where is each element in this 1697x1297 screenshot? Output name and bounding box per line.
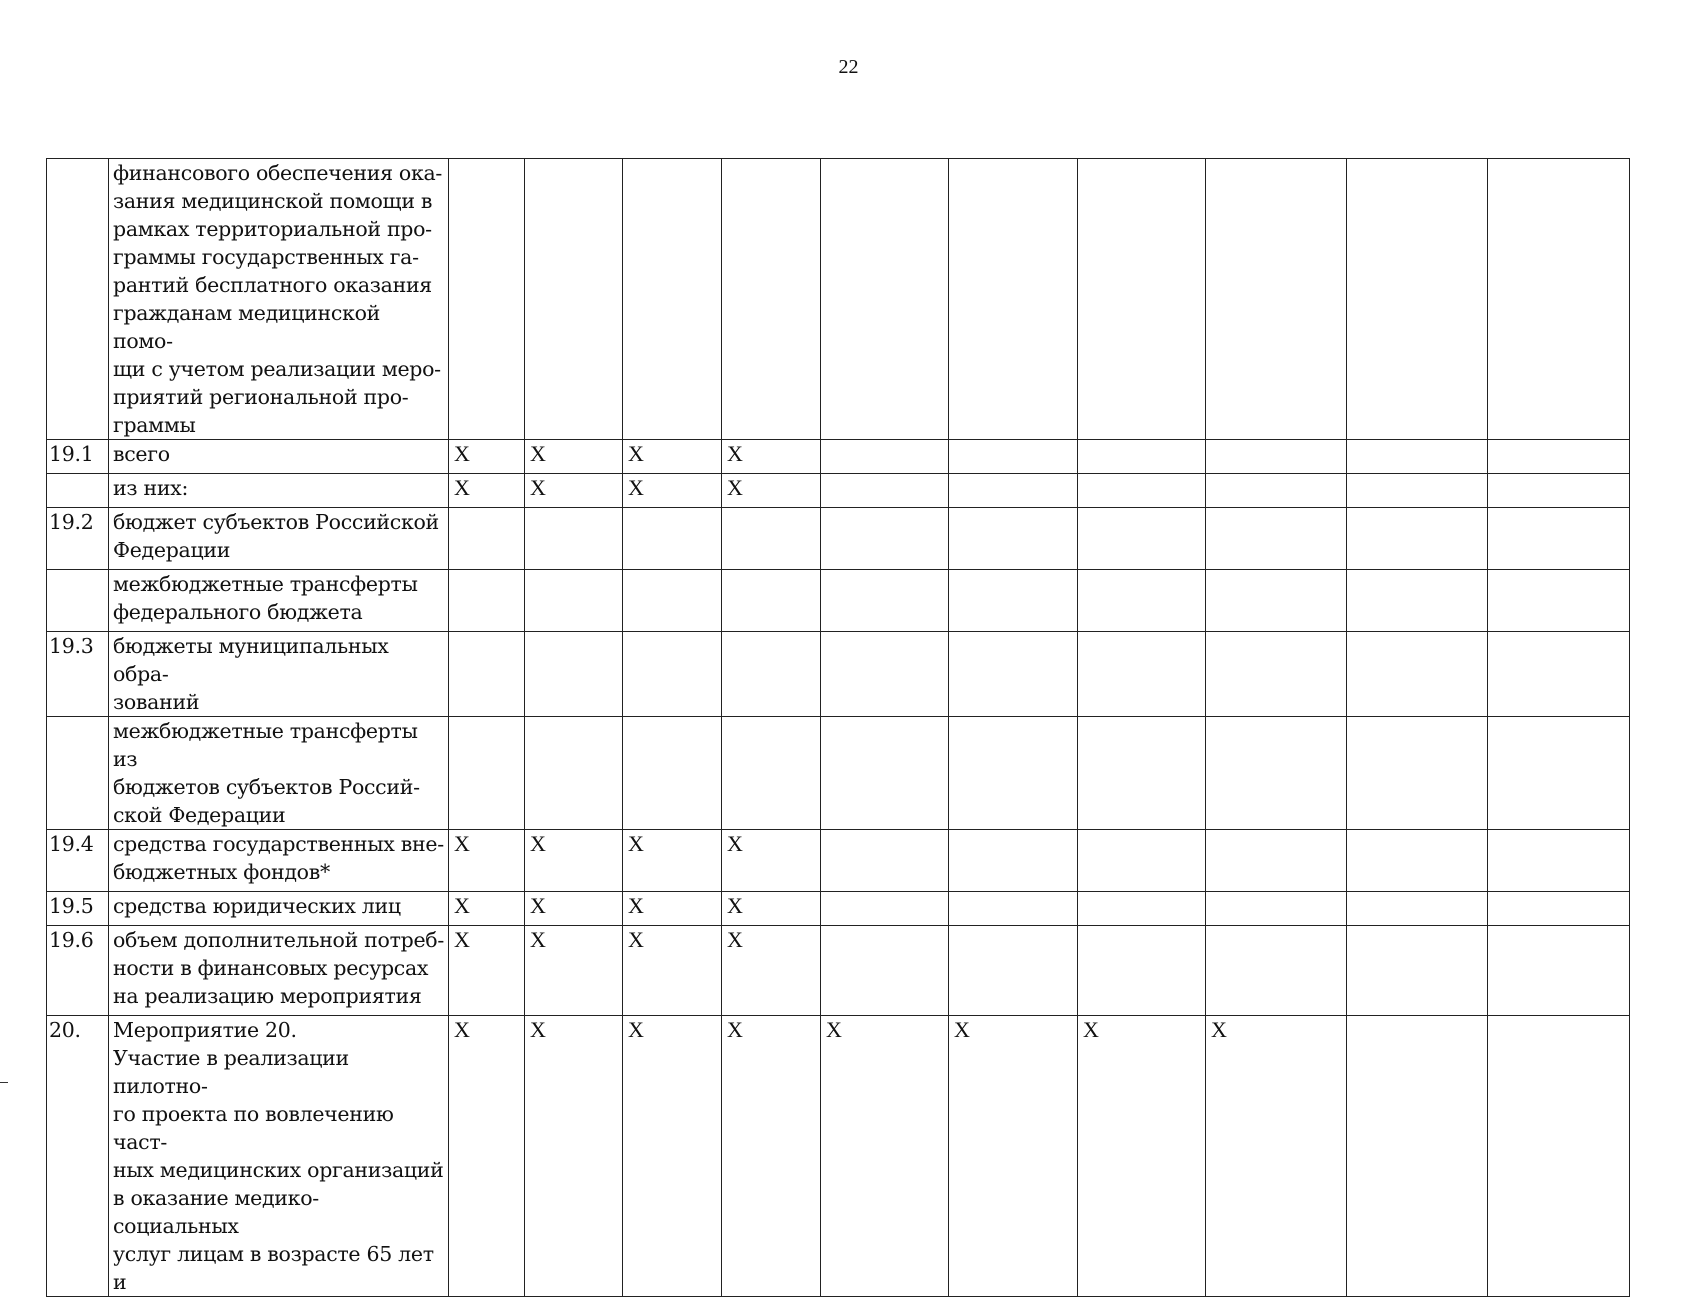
empty-cell bbox=[1488, 926, 1630, 1016]
x-mark-cell: X bbox=[449, 474, 525, 508]
x-mark-cell: X bbox=[449, 440, 525, 474]
x-mark-cell: X bbox=[449, 1016, 525, 1297]
x-mark-cell: X bbox=[722, 892, 821, 926]
row-number: 19.1 bbox=[47, 440, 109, 474]
empty-cell bbox=[821, 440, 949, 474]
empty-cell bbox=[1488, 717, 1630, 830]
empty-cell bbox=[821, 830, 949, 892]
x-mark-cell: X bbox=[449, 892, 525, 926]
x-mark-cell: X bbox=[525, 892, 623, 926]
empty-cell bbox=[1347, 159, 1488, 440]
empty-cell bbox=[1347, 474, 1488, 508]
table-row bbox=[47, 159, 1630, 440]
empty-cell bbox=[449, 717, 525, 830]
row-number: 19.2 bbox=[47, 508, 109, 570]
empty-cell bbox=[525, 159, 623, 440]
row-label: межбюджетные трансферты из бюджетов субъектов Россий- ской Федерации bbox=[109, 717, 449, 830]
row-number: 19.4 bbox=[47, 830, 109, 892]
empty-cell bbox=[1347, 508, 1488, 570]
x-mark-cell: X bbox=[722, 440, 821, 474]
empty-cell bbox=[1347, 632, 1488, 717]
table-row bbox=[47, 474, 1630, 508]
empty-cell bbox=[1078, 159, 1206, 440]
row-label: бюджеты муниципальных обра- зований bbox=[109, 632, 449, 717]
row-number: 19.3 bbox=[47, 632, 109, 717]
x-mark-cell: X bbox=[821, 1016, 949, 1297]
empty-cell bbox=[449, 159, 525, 440]
empty-cell bbox=[623, 508, 722, 570]
empty-cell bbox=[722, 632, 821, 717]
x-mark-cell: X bbox=[623, 926, 722, 1016]
empty-cell bbox=[949, 159, 1078, 440]
empty-cell bbox=[821, 570, 949, 632]
empty-cell bbox=[821, 159, 949, 440]
row-number bbox=[47, 570, 109, 632]
row-label: межбюджетные трансферты федерального бюджета bbox=[109, 570, 449, 632]
empty-cell bbox=[1488, 570, 1630, 632]
empty-cell bbox=[1347, 1016, 1488, 1297]
empty-cell bbox=[821, 508, 949, 570]
page-number: 22 bbox=[838, 56, 859, 78]
empty-cell bbox=[1488, 440, 1630, 474]
empty-cell bbox=[1347, 926, 1488, 1016]
row-number bbox=[47, 474, 109, 508]
table-row bbox=[47, 570, 1630, 632]
empty-cell bbox=[1488, 1016, 1630, 1297]
table-row bbox=[47, 440, 1630, 474]
empty-cell bbox=[1206, 570, 1347, 632]
empty-cell bbox=[1078, 632, 1206, 717]
table-row bbox=[47, 1016, 1630, 1297]
empty-cell bbox=[623, 570, 722, 632]
x-mark-cell: X bbox=[949, 1016, 1078, 1297]
empty-cell bbox=[1206, 892, 1347, 926]
x-mark-cell: X bbox=[623, 830, 722, 892]
empty-cell bbox=[1206, 474, 1347, 508]
empty-cell bbox=[1206, 830, 1347, 892]
empty-cell bbox=[1206, 632, 1347, 717]
x-mark-cell: X bbox=[623, 474, 722, 508]
empty-cell bbox=[1078, 474, 1206, 508]
empty-cell bbox=[623, 159, 722, 440]
table-row bbox=[47, 508, 1630, 570]
empty-cell bbox=[722, 508, 821, 570]
empty-cell bbox=[722, 717, 821, 830]
row-label: объем дополнительной потреб- ности в финансовых ресурсах на реализацию мероприятия bbox=[109, 926, 449, 1016]
empty-cell bbox=[623, 632, 722, 717]
x-mark-cell: X bbox=[623, 440, 722, 474]
x-mark-cell: X bbox=[449, 830, 525, 892]
empty-cell bbox=[1488, 892, 1630, 926]
empty-cell bbox=[1078, 717, 1206, 830]
empty-cell bbox=[525, 632, 623, 717]
row-number: 19.6 bbox=[47, 926, 109, 1016]
x-mark-cell: X bbox=[525, 926, 623, 1016]
empty-cell bbox=[821, 474, 949, 508]
x-mark-cell: X bbox=[1078, 1016, 1206, 1297]
empty-cell bbox=[949, 508, 1078, 570]
empty-cell bbox=[949, 830, 1078, 892]
empty-cell bbox=[722, 570, 821, 632]
row-label: финансового обеспечения ока- зания медицинской помощи в рамках территориальной про- граммы государственных га- рантий бесплатного оказания гражданам медицинской помо- щи с учетом реализации меро- приятий региональной про- граммы bbox=[109, 159, 449, 440]
empty-cell bbox=[722, 159, 821, 440]
table-row bbox=[47, 632, 1630, 717]
empty-cell bbox=[1347, 570, 1488, 632]
table-row bbox=[47, 830, 1630, 892]
empty-cell bbox=[623, 717, 722, 830]
empty-cell bbox=[949, 632, 1078, 717]
empty-cell bbox=[1206, 159, 1347, 440]
row-number bbox=[47, 159, 109, 440]
empty-cell bbox=[1347, 892, 1488, 926]
empty-cell bbox=[1488, 159, 1630, 440]
empty-cell bbox=[949, 926, 1078, 1016]
empty-cell bbox=[1488, 474, 1630, 508]
x-mark-cell: X bbox=[722, 474, 821, 508]
row-label: всего bbox=[109, 440, 449, 474]
empty-cell bbox=[1078, 926, 1206, 1016]
empty-cell bbox=[1488, 508, 1630, 570]
empty-cell bbox=[1078, 440, 1206, 474]
empty-cell bbox=[821, 717, 949, 830]
empty-cell bbox=[1347, 440, 1488, 474]
x-mark-cell: X bbox=[722, 830, 821, 892]
x-mark-cell: X bbox=[525, 1016, 623, 1297]
empty-cell bbox=[1078, 892, 1206, 926]
empty-cell bbox=[1206, 717, 1347, 830]
row-label: из них: bbox=[109, 474, 449, 508]
row-number: 20. bbox=[47, 1016, 109, 1297]
row-label: Мероприятие 20. Участие в реализации пилотно- го проекта по вовлечению част- ных медицинских организаций в оказание медико-социальных услуг лицам в возрасте 65 лет и bbox=[109, 1016, 449, 1297]
empty-cell bbox=[1206, 440, 1347, 474]
table-row bbox=[47, 926, 1630, 1016]
empty-cell bbox=[525, 508, 623, 570]
empty-cell bbox=[449, 632, 525, 717]
row-number bbox=[47, 717, 109, 830]
x-mark-cell: X bbox=[449, 926, 525, 1016]
x-mark-cell: X bbox=[722, 926, 821, 1016]
empty-cell bbox=[1078, 508, 1206, 570]
empty-cell bbox=[821, 926, 949, 1016]
empty-cell bbox=[525, 717, 623, 830]
empty-cell bbox=[949, 440, 1078, 474]
empty-cell bbox=[449, 508, 525, 570]
row-label: бюджет субъектов Российской Федерации bbox=[109, 508, 449, 570]
empty-cell bbox=[1206, 508, 1347, 570]
row-number: 19.5 bbox=[47, 892, 109, 926]
empty-cell bbox=[1347, 830, 1488, 892]
x-mark-cell: X bbox=[525, 440, 623, 474]
x-mark-cell: X bbox=[722, 1016, 821, 1297]
margin-mark bbox=[0, 1082, 8, 1083]
empty-cell bbox=[1488, 830, 1630, 892]
empty-cell bbox=[821, 892, 949, 926]
empty-cell bbox=[949, 570, 1078, 632]
empty-cell bbox=[525, 570, 623, 632]
x-mark-cell: X bbox=[623, 892, 722, 926]
empty-cell bbox=[949, 717, 1078, 830]
table-row bbox=[47, 717, 1630, 830]
empty-cell bbox=[449, 570, 525, 632]
row-label: средства юридических лиц bbox=[109, 892, 449, 926]
empty-cell bbox=[1206, 926, 1347, 1016]
empty-cell bbox=[821, 632, 949, 717]
x-mark-cell: X bbox=[1206, 1016, 1347, 1297]
empty-cell bbox=[949, 474, 1078, 508]
empty-cell bbox=[1347, 717, 1488, 830]
x-mark-cell: X bbox=[525, 474, 623, 508]
empty-cell bbox=[1078, 830, 1206, 892]
empty-cell bbox=[949, 892, 1078, 926]
empty-cell bbox=[1078, 570, 1206, 632]
table-row bbox=[47, 892, 1630, 926]
empty-cell bbox=[1488, 632, 1630, 717]
funding-table bbox=[46, 158, 1630, 1297]
row-label: средства государственных вне- бюджетных фондов* bbox=[109, 830, 449, 892]
x-mark-cell: X bbox=[525, 830, 623, 892]
x-mark-cell: X bbox=[623, 1016, 722, 1297]
